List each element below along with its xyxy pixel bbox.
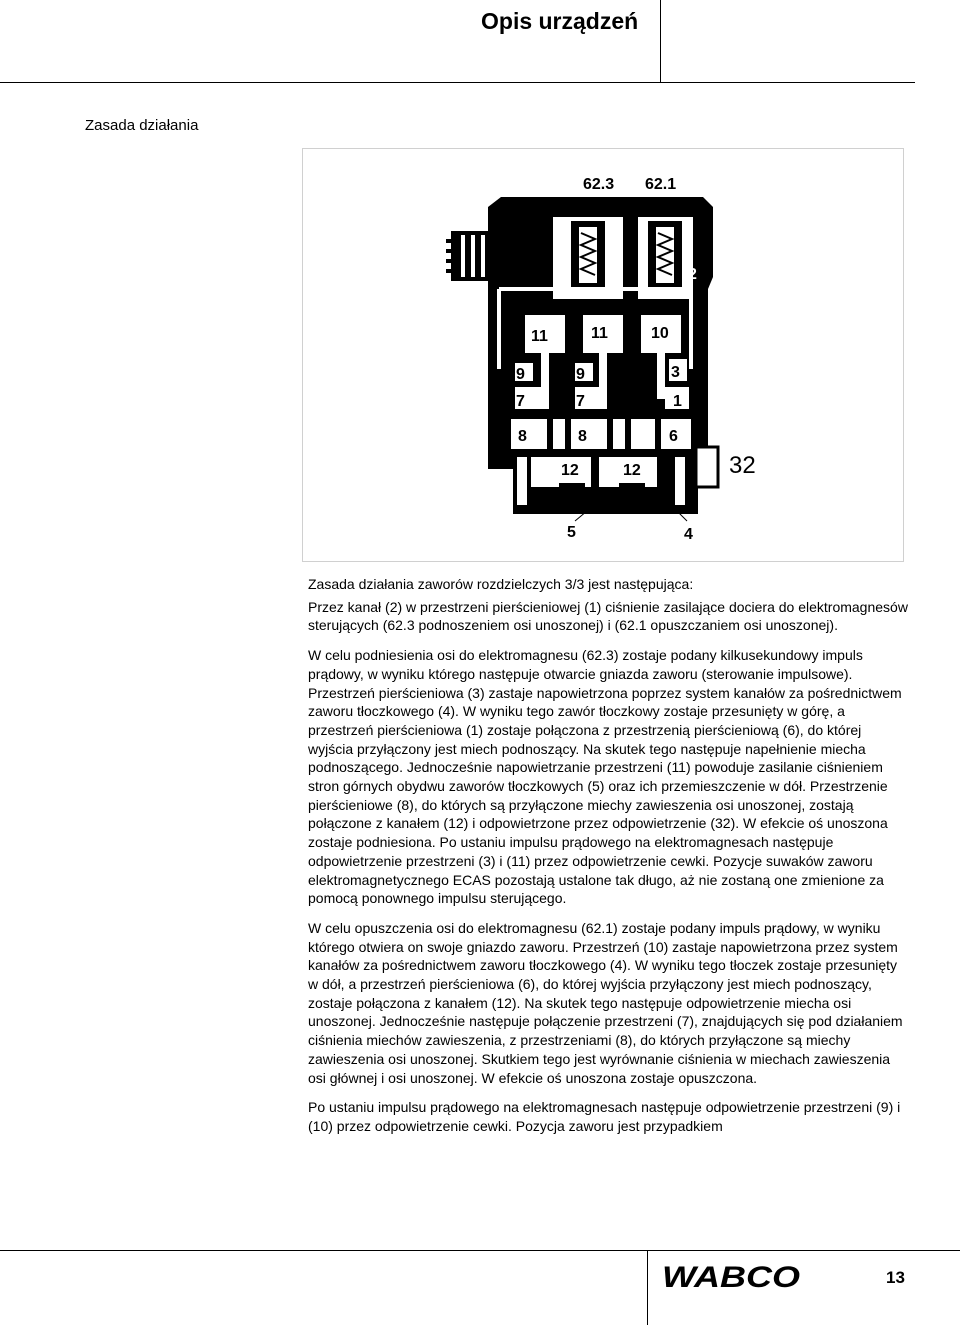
paragraph-lowering: W celu opuszczenia osi do elektromagnesu (62.1) zostaje podany impuls prądowy, w wyniku którego otwiera on swoje gniazdo zaworu. Przestrzeń (10) zastaje napowietrzona przez system kanałów za pośrednictwem zaworu tłoczkowego (4). W wyniku tego tłoczek zostaje przesunięty w dół, a przestrzeń pierścieniowa (6), do której wyjścia przyłączony jest miech podnoszący, zostaje połączona z kanałem (12). Na skutek tego następuje odpowietrzenie miecha osi unoszonej. Jednocześnie następuje połączenie przestrzeni (7), znajdujących się pod działaniem ciśnienia miechów zawieszenia, z przestrzeniami (8), do których przyłączone są miechy zawieszenia osi unoszonej. Skutkiem tego jest wyrównanie ciśnienia w miechach zawieszenia osi głównej i osi unoszonej. W efekcie oś unoszona zostaje opuszczona. — [308, 919, 903, 1086]
label-2: 2 — [688, 266, 697, 283]
paragraph-lifting: W celu podniesienia osi do elektromagnesu (62.3) zostaje podany kilkusekundowy impuls prądowy, w wyniku którego następuje otwarcie gniazda zaworu (sterowanie impulsowe). Przestrzeń pierścieniowa (3) zastaje napowietrzona poprzez system kanałów za pośrednictwem zaworu tłoczkowego (4). W wyniku tego zawór tłoczkowy zostaje przesunięty w górę, a przestrzeń pierścieniowa (1) zostaje połączona z przestrzenią pierścieniową (6), do której wyjścia przyłączony jest miech podnoszący. Na skutek tego następuje napełnienie miecha podnoszącego. Jednocześnie napowietrzanie przestrzeni (11) powoduje zasilanie ciśnieniem stron górnych obydwu zaworów tłoczkowych (5) oraz ich przemieszczenie w dół. Przestrzenie pierścieniowe (8), do których są przyłączone miechy zawieszenia osi unoszonej, zostają połączone z kanałem (12) i odpowietrzone przez odpowietrzenie (32). W efekcie oś unoszona zostaje podniesiona. Po ustaniu impulsu prądowego na elektromagnesach następuje odpowietrzenie przestrzeni (3) i (11) przez odpowietrzenie cewki. Pozycje suwaków zaworu elektromagnetycznego ECAS pozostają ustalone tak długo, aż nie zostaną one zmienione za pomocą ponownego impulsu sterującego. — [308, 647, 902, 907]
label-8-middle: 8 — [578, 428, 587, 445]
page-number: 13 — [886, 1268, 905, 1287]
label-7-left: 7 — [516, 393, 525, 410]
footer-rule — [0, 1250, 960, 1251]
valve-cross-section-figure — [302, 148, 904, 562]
channel-vertical-left — [517, 457, 527, 505]
connector-pin — [446, 269, 456, 273]
header-rule — [0, 82, 915, 83]
label-12-right: 12 — [623, 462, 641, 479]
channel-vertical-right — [675, 457, 685, 505]
paragraph-venting: Po ustaniu impulsu prądowego na elektromagnesach następuje odpowietrzenie przestrzeni (9) i (10) przez odpowietrzenie cewki. Pozycja zaworu jest przypadkiem — [308, 1099, 901, 1134]
chamber-8-middle — [571, 419, 607, 449]
label-9-left: 9 — [516, 366, 525, 383]
connector-slot — [471, 235, 475, 277]
chamber-8-left — [511, 419, 547, 449]
chamber-8-divider-left — [553, 419, 565, 449]
label-62-1: 62.1 — [645, 176, 677, 193]
wabco-logo-text: WABCO — [662, 1262, 800, 1292]
label-11-middle: 11 — [591, 325, 608, 342]
label-4: 4 — [684, 526, 693, 543]
header-divider-vertical — [660, 0, 661, 82]
connector-pin — [446, 249, 456, 253]
piston-stem-right — [657, 349, 665, 399]
paragraph-intro: Zasada działania zaworów rozdzielczych 3/3 jest następująca: — [308, 576, 694, 592]
label-9-middle: 9 — [576, 366, 585, 383]
footer-divider-vertical — [647, 1250, 648, 1325]
label-6: 6 — [669, 428, 678, 445]
wabco-logo — [660, 1262, 802, 1292]
label-12-left: 12 — [561, 462, 579, 479]
valve-diagram — [303, 149, 903, 561]
label-8-left: 8 — [518, 428, 527, 445]
connector-pin — [446, 259, 456, 263]
label-5: 5 — [567, 524, 576, 541]
connector-slot — [461, 235, 465, 277]
label-11-left: 11 — [531, 328, 548, 345]
label-32: 32 — [729, 452, 756, 479]
piston-head-right — [619, 483, 645, 511]
page-title: Opis urządzeń — [481, 8, 639, 34]
chamber-6-left — [631, 419, 655, 449]
label-7-middle: 7 — [576, 393, 585, 410]
body-text — [308, 575, 908, 1147]
label-1: 1 — [673, 393, 682, 410]
connector-pin — [446, 239, 456, 243]
label-3: 3 — [671, 364, 680, 381]
piston-5-head — [559, 483, 585, 511]
chamber-8-divider-middle — [613, 419, 625, 449]
paragraph-supply: Przez kanał (2) w przestrzeni pierścieniowej (1) ciśnienie zasilające dociera do elektromagnesów sterujących (62.3 podnoszeniem osi unoszonej) i (62.1 opuszczaniem osi unoszonej). — [308, 598, 908, 634]
vent-fitting-32 — [696, 447, 718, 487]
section-heading: Zasada działania — [85, 117, 199, 134]
label-10: 10 — [651, 325, 669, 342]
label-62-3: 62.3 — [583, 176, 615, 193]
connector-slot — [481, 235, 485, 277]
